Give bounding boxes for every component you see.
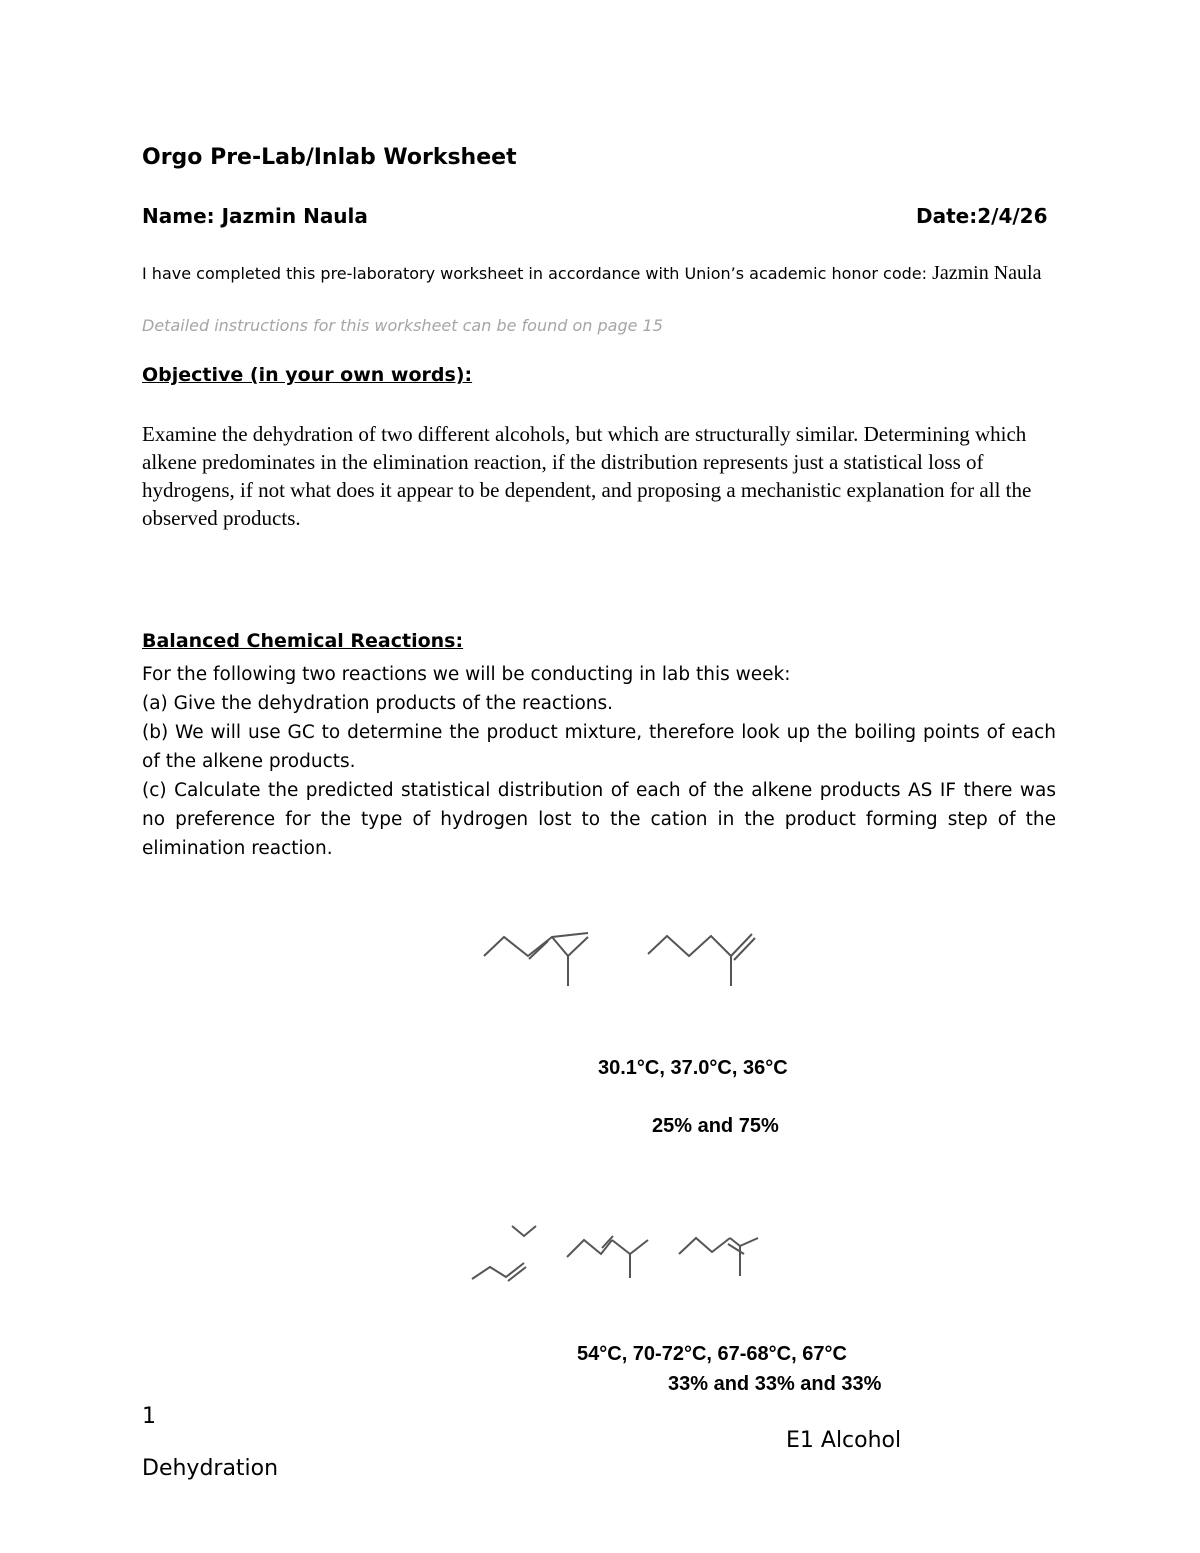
alkene-structure-trisubstituted-alkene — [676, 1232, 766, 1280]
honor-code-text: I have completed this pre-laboratory worksheet in accordance with Union’s academic honor code: — [142, 264, 933, 283]
balanced-reactions-instructions — [142, 660, 1056, 863]
instructions-part-c: (c) Calculate the predicted statistical distribution of each of the alkene products AS IF there was no preference for the type of hydrogen lost to the cation in the product forming step of the elimination reaction. — [142, 780, 1056, 859]
honor-code-signature: Jazmin Naula — [932, 262, 1042, 284]
honor-code-statement — [142, 262, 1041, 285]
worksheet-date: Date:2/4/26 — [916, 204, 1048, 228]
instructions-part-a: (a) Give the dehydration products of the reactions. — [142, 693, 614, 714]
balanced-reactions-heading: Balanced Chemical Reactions: — [142, 630, 464, 652]
footer-dehydration: Dehydration — [142, 1456, 279, 1481]
objective-heading — [142, 364, 472, 386]
objective-heading-colon: : — [464, 364, 473, 386]
alkene-structure-2-methyl-1-pentene — [645, 930, 765, 990]
reaction1-distribution: 25% and 75% — [652, 1115, 779, 1137]
alkene-structure-trans-internal-alkene — [564, 1232, 654, 1280]
instructions-note: Detailed instructions for this worksheet can be found on page 15 — [142, 316, 663, 335]
alkene-structure-2-methyl-2-pentene — [480, 930, 600, 990]
instructions-intro: For the following two reactions we will be conducting in lab this week: — [142, 664, 791, 685]
objective-heading-text: Objective (in your own words) — [142, 364, 465, 386]
reaction1-boiling-points: 30.1°C, 37.0°C, 36°C — [598, 1057, 788, 1079]
reaction2-boiling-points: 54°C, 70-72°C, 67-68°C, 67°C — [577, 1343, 847, 1365]
objective-text: Examine the dehydration of two different alcohols, but which are structurally similar. Determining which alkene predominates in the elimination reaction, if the distribution represents just a statistical loss of hydrogens, if not what does it appear to be dependent, and proposing a mechanistic explanation for all the observed products. — [142, 422, 1032, 530]
page-number: 1 — [142, 1404, 156, 1429]
worksheet-title: Orgo Pre-Lab/Inlab Worksheet — [142, 145, 517, 170]
footer-e1-alcohol: E1 Alcohol — [786, 1428, 902, 1453]
alkene-structure-branched-1-alkene — [468, 1222, 548, 1287]
student-name: Name: Jazmin Naula — [142, 204, 368, 228]
instructions-part-b: (b) We will use GC to determine the product mixture, therefore look up the boiling points of each of the alkene products. — [142, 722, 1056, 772]
reaction2-distribution: 33% and 33% and 33% — [668, 1373, 882, 1395]
